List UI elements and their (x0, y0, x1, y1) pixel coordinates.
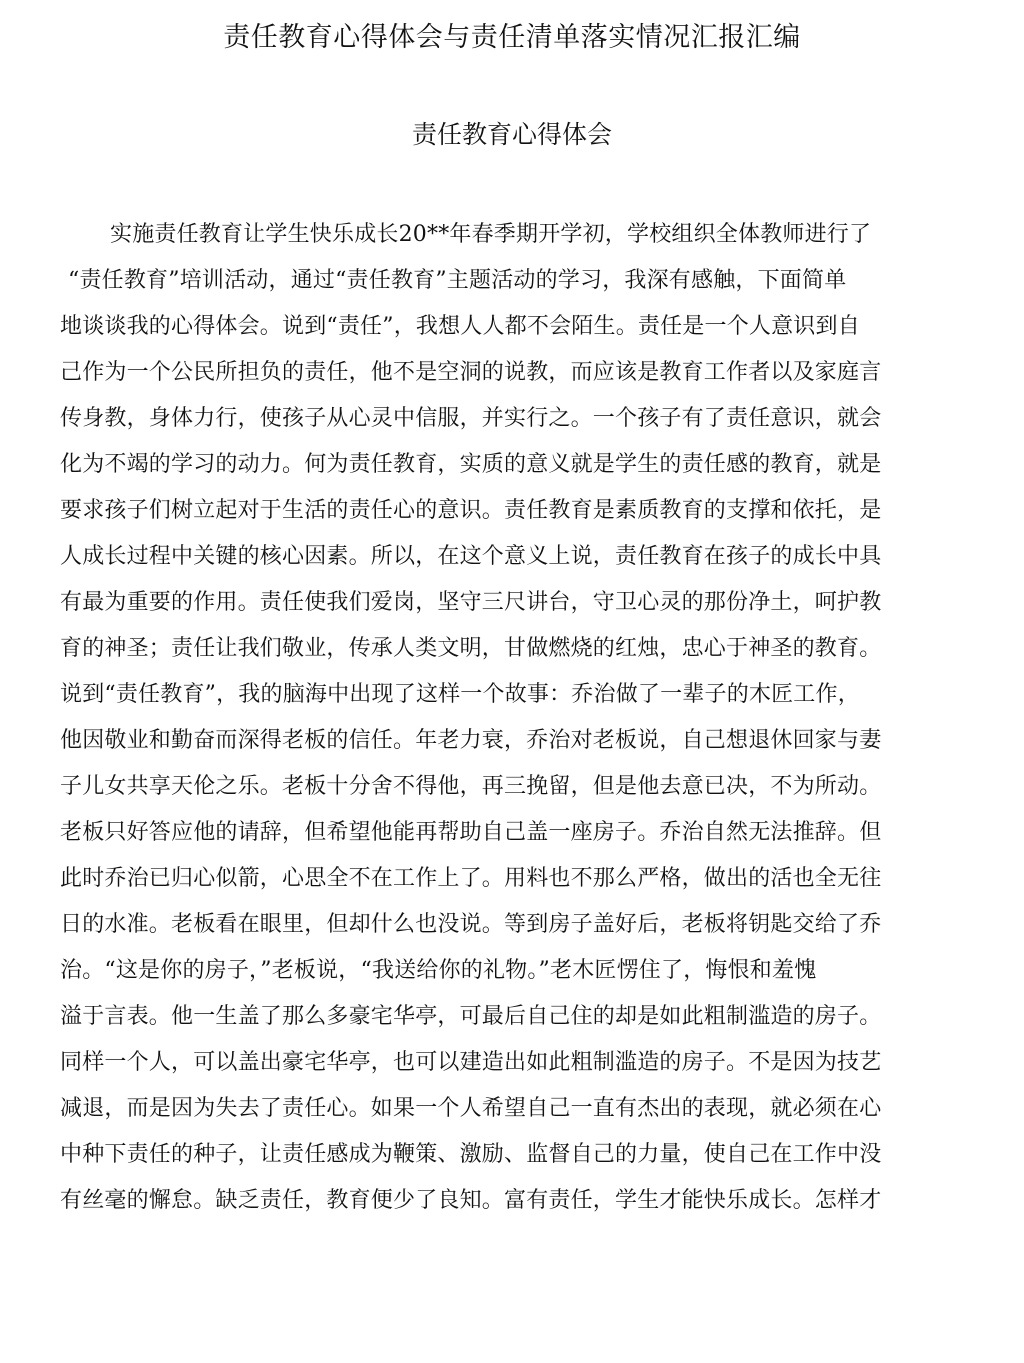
paragraph-line: 己作为一个公民所担负的责任，他不是空洞的说教，而应该是教育工作者以及家庭言 (60, 360, 882, 385)
paragraph-line: 说到“责任教育”，我的脑海中出现了这样一个故事：乔治做了一辈子的木匠工作， (60, 682, 860, 707)
paragraph-line: 育的神圣；责任让我们敬业，传承人类文明，甘做燃烧的红烛，忠心于神圣的教育。 (60, 636, 882, 661)
paragraph-line: 治。“这是你的房子，”老板说，“我送给你的礼物。”老木匠愣住了，悔恨和羞愧 (60, 958, 817, 983)
paragraph-line: 有丝毫的懈怠。缺乏责任，教育便少了良知。富有责任，学生才能快乐成长。怎样才 (60, 1188, 882, 1213)
paragraph-line: 实施责任教育让学生快乐成长20**年春季期开学初，学校组织全体教师进行了 (110, 222, 872, 247)
paragraph-line: 化为不竭的学习的动力。何为责任教育，实质的意义就是学生的责任感的教育，就是 (60, 452, 882, 477)
document-body (60, 212, 940, 1224)
paragraph-line: 溢于言表。他一生盖了那么多豪宅华亭，可最后自己住的却是如此粗制滥造的房子。 (60, 1004, 882, 1029)
document-title: 责任教育心得体会与责任清单落实情况汇报汇编 (223, 22, 801, 53)
paragraph-line: 减退，而是因为失去了责任心。如果一个人希望自己一直有杰出的表现，就必须在心 (60, 1096, 882, 1121)
section-title: 责任教育心得体会 (411, 120, 612, 149)
paragraph-line: 子儿女共享天伦之乐。老板十分舍不得他，再三挽留，但是他去意已决，不为所动。 (60, 774, 882, 799)
paragraph-line: 他因敬业和勤奋而深得老板的信任。年老力衰，乔治对老板说，自己想退休回家与妻 (60, 728, 882, 753)
paragraph-line: 日的水准。老板看在眼里，但却什么也没说。等到房子盖好后，老板将钥匙交给了乔 (60, 912, 882, 937)
paragraph-line: 老板只好答应他的请辞，但希望他能再帮助自己盖一座房子。乔治自然无法推辞。但 (60, 820, 882, 845)
paragraph-line: 同样一个人，可以盖出豪宅华亭，也可以建造出如此粗制滥造的房子。不是因为技艺 (60, 1050, 882, 1075)
paragraph-line: “责任教育”培训活动，通过“责任教育”主题活动的学习，我深有感触，下面简单 (68, 268, 847, 293)
paragraph-line: 中种下责任的种子，让责任感成为鞭策、激励、监督自己的力量，使自己在工作中没 (60, 1142, 882, 1167)
paragraph-line: 此时乔治已归心似箭，心思全不在工作上了。用料也不那么严格，做出的活也全无往 (60, 866, 882, 891)
paragraph-line: 要求孩子们树立起对于生活的责任心的意识。责任教育是素质教育的支撑和依托，是 (60, 498, 882, 523)
paragraph-line: 地谈谈我的心得体会。说到“责任”，我想人人都不会陌生。责任是一个人意识到自 (60, 314, 860, 339)
paragraph-line: 人成长过程中关键的核心因素。所以，在这个意义上说，责任教育在孩子的成长中具 (60, 544, 882, 569)
paragraph-line: 传身教，身体力行，使孩子从心灵中信服，并实行之。一个孩子有了责任意识，就会 (60, 406, 882, 431)
paragraph-line: 有最为重要的作用。责任使我们爱岗，坚守三尺讲台，守卫心灵的那份净土，呵护教 (60, 590, 882, 615)
